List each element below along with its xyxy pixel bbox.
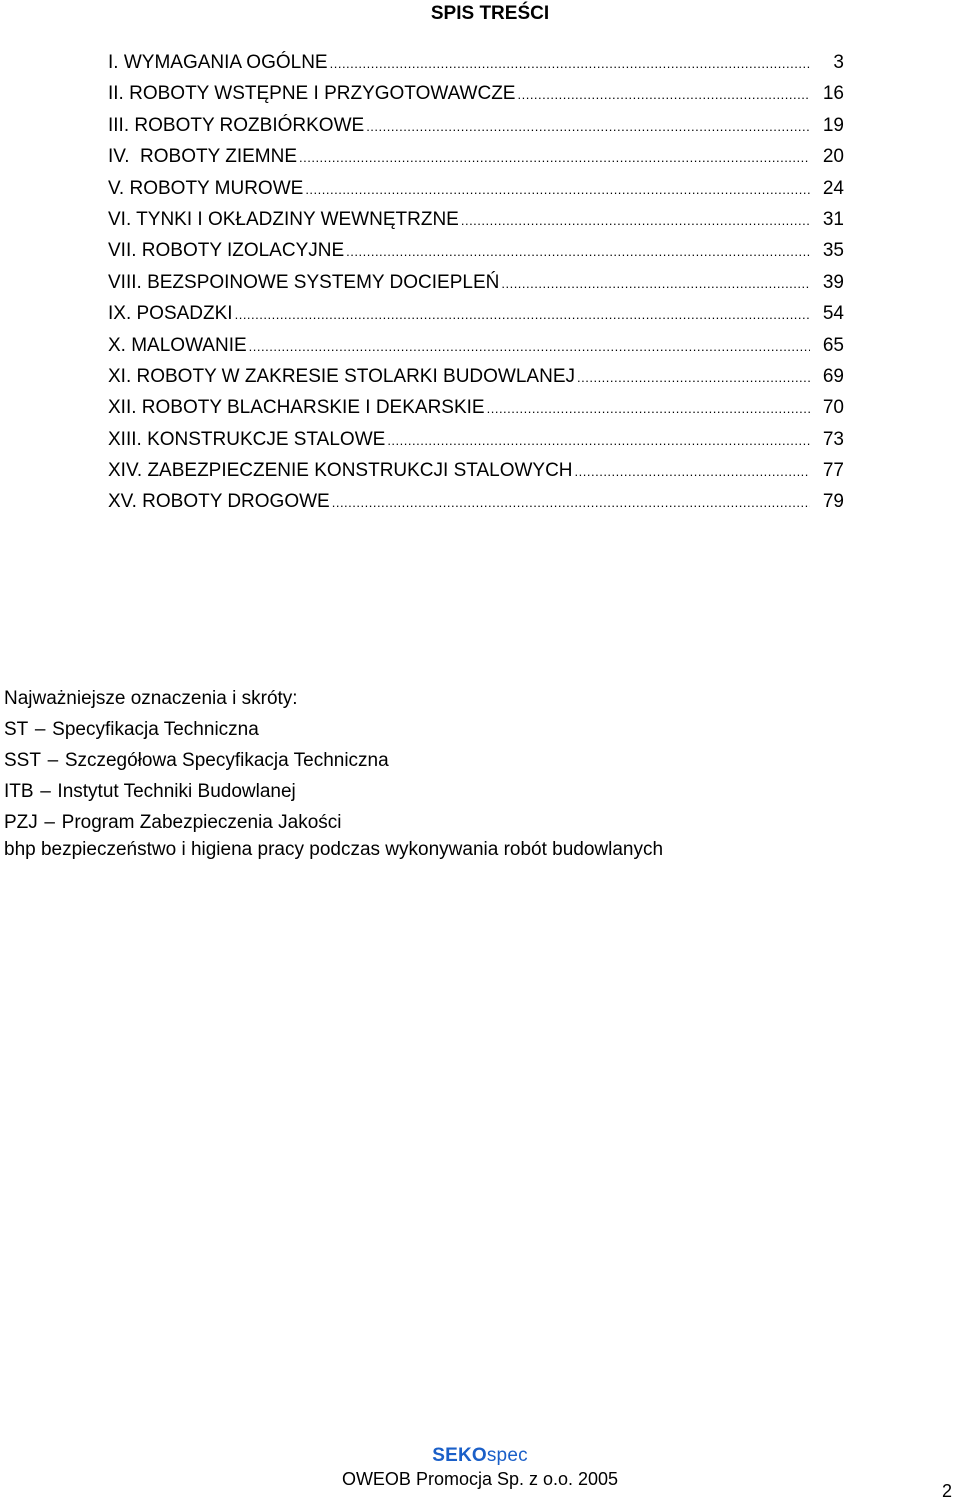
abbreviation-dash: – <box>34 719 46 740</box>
toc-entry[interactable] <box>108 458 844 489</box>
abbreviation-dash: – <box>44 812 55 833</box>
toc-entry[interactable] <box>108 50 844 81</box>
toc-leader-dots <box>577 365 810 391</box>
toc-entry[interactable] <box>108 270 844 301</box>
toc-entry[interactable] <box>108 81 844 112</box>
toc-entry-page: 65 <box>822 334 844 356</box>
toc-leader-dots <box>487 396 810 422</box>
page-number: 2 <box>942 1481 953 1501</box>
abbreviation-code: ST <box>4 719 29 740</box>
toc-entry[interactable] <box>108 238 844 269</box>
toc-leader-dots <box>305 177 810 203</box>
abbreviation-dash: – <box>40 781 51 802</box>
abbreviation-code: SST <box>4 750 41 771</box>
toc-entry-page: 54 <box>822 303 844 325</box>
toc-entry[interactable] <box>108 176 844 207</box>
toc-entry-label: X. MALOWANIE <box>108 334 247 356</box>
abbreviation-code: PZJ <box>4 812 38 833</box>
abbreviation-code: ITB <box>4 781 34 802</box>
toc-entry-page: 35 <box>822 240 844 262</box>
toc-leader-dots <box>249 334 810 360</box>
abbreviation-meaning: Specyfikacja Techniczna <box>52 719 259 740</box>
toc-entry-page: 31 <box>822 208 844 230</box>
toc-entry[interactable] <box>108 207 844 238</box>
logo-spec-text: spec <box>486 1445 528 1466</box>
toc-entry[interactable] <box>108 144 844 175</box>
toc-leader-dots <box>346 239 810 265</box>
abbreviation-item <box>4 717 904 748</box>
abbreviations-heading: Najważniejsze oznaczenia i skróty: <box>4 688 298 709</box>
toc-entry-page: 79 <box>822 491 844 513</box>
toc-entry-page: 24 <box>822 177 844 199</box>
abbreviations-section <box>4 686 904 872</box>
toc-entry-label: VI. TYNKI I OKŁADZINY WEWNĘTRZNE <box>108 208 459 230</box>
toc-entry-label: II. ROBOTY WSTĘPNE I PRZYGOTOWAWCZE <box>108 83 516 105</box>
toc-entry-label: XIV. ZABEZPIECZENIE KONSTRUKCJI STALOWYCH <box>108 460 573 482</box>
abbreviation-item <box>4 841 904 872</box>
toc-leader-dots <box>461 208 810 234</box>
abbreviation-meaning: bezpieczeństwo i higiena pracy podczas wykonywania robót budowlanych <box>40 839 664 860</box>
toc-entry-label: IV. ROBOTY ZIEMNE <box>108 146 297 168</box>
sekospec-logo <box>0 1444 960 1468</box>
toc-leader-dots <box>501 271 810 297</box>
toc-entry-label: I. WYMAGANIA OGÓLNE <box>108 52 328 73</box>
toc-leader-dots <box>235 302 810 328</box>
footer-company: OWEOB Promocja Sp. z o.o. 2005 <box>341 1469 619 1489</box>
toc-entry-page: 19 <box>822 114 844 136</box>
toc-leader-dots <box>366 114 810 140</box>
logo-seko-text: SEKO <box>432 1445 487 1466</box>
toc-entry[interactable] <box>108 113 844 144</box>
page-title: SPIS TREŚCI <box>430 3 550 24</box>
toc-entry[interactable] <box>108 427 844 458</box>
toc-entry-label: IX. POSADZKI <box>108 303 233 325</box>
toc-leader-dots <box>575 459 810 485</box>
toc-entry-page: 3 <box>833 52 844 73</box>
toc-entry-page: 39 <box>822 271 844 293</box>
abbreviation-item <box>4 779 904 810</box>
abbreviation-code: bhp <box>4 839 36 860</box>
abbreviation-dash: – <box>47 750 59 771</box>
toc-entry-page: 70 <box>822 397 844 419</box>
toc-entry-label: VIII. BEZSPOINOWE SYSTEMY DOCIEPLEŃ <box>108 271 500 293</box>
toc-entry-label: XV. ROBOTY DROGOWE <box>108 491 330 513</box>
toc-entry-page: 20 <box>822 146 844 168</box>
page-footer <box>0 1444 960 1490</box>
toc-entry-page: 73 <box>822 428 844 450</box>
toc-entry-label: III. ROBOTY ROZBIÓRKOWE <box>108 114 365 136</box>
toc-leader-dots <box>330 51 810 77</box>
abbreviation-item <box>4 748 904 779</box>
abbreviation-meaning: Program Zabezpieczenia Jakości <box>61 812 342 833</box>
toc-leader-dots <box>387 428 810 454</box>
toc-leader-dots <box>299 145 810 171</box>
abbreviation-item <box>4 810 904 841</box>
toc-entry[interactable] <box>108 301 844 332</box>
table-of-contents <box>108 50 844 521</box>
toc-entry-page: 69 <box>822 365 844 387</box>
toc-entry-label: V. ROBOTY MUROWE <box>108 177 304 199</box>
toc-entry-label: XIII. KONSTRUKCJE STALOWE <box>108 428 386 450</box>
toc-entry[interactable] <box>108 364 844 395</box>
toc-leader-dots <box>332 490 810 516</box>
toc-entry[interactable] <box>108 489 844 520</box>
toc-entry-label: XII. ROBOTY BLACHARSKIE I DEKARSKIE <box>108 397 485 419</box>
abbreviation-meaning: Instytut Techniki Budowlanej <box>57 781 296 802</box>
toc-entry-label: VII. ROBOTY IZOLACYJNE <box>108 240 345 262</box>
toc-leader-dots <box>517 82 810 108</box>
toc-entry-page: 16 <box>822 83 844 105</box>
abbreviation-meaning: Szczegółowa Specyfikacja Techniczna <box>64 750 389 771</box>
toc-entry-page: 77 <box>822 460 844 482</box>
toc-entry[interactable] <box>108 333 844 364</box>
toc-entry[interactable] <box>108 395 844 426</box>
toc-entry-label: XI. ROBOTY W ZAKRESIE STOLARKI BUDOWLANEJ <box>108 365 576 387</box>
